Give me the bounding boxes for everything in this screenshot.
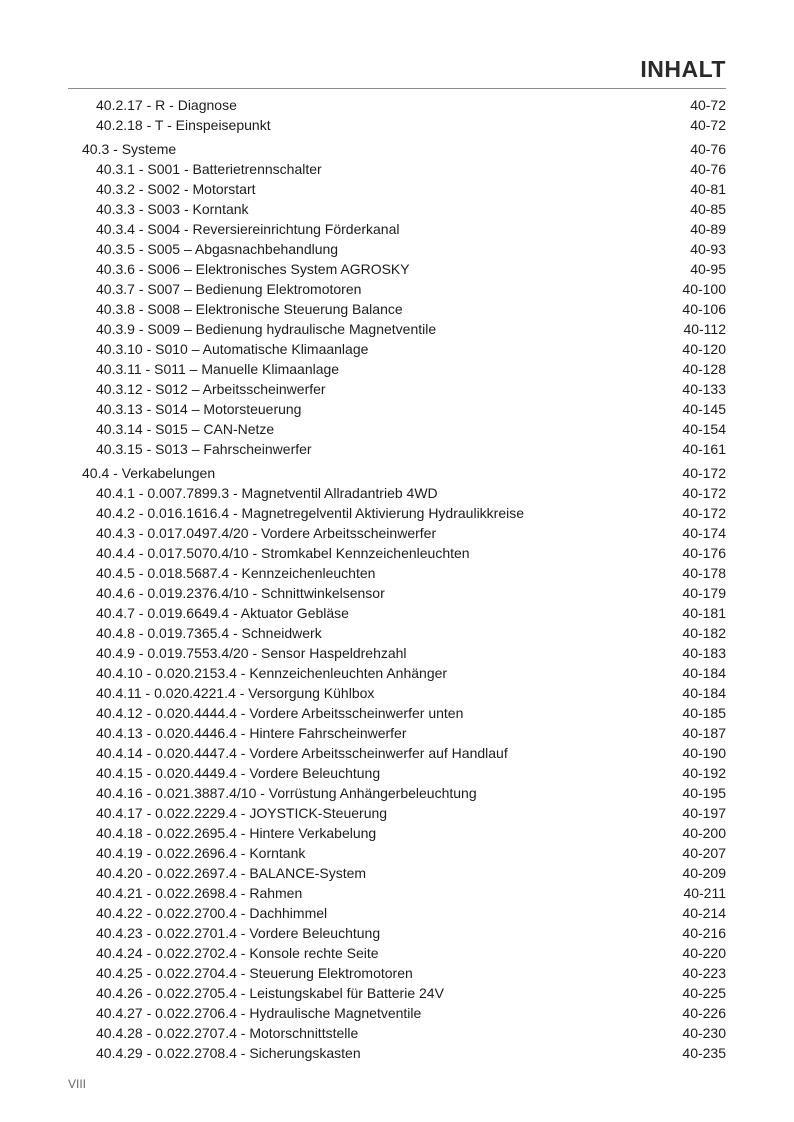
- toc-entry[interactable]: [82, 863, 726, 883]
- toc-entry[interactable]: [82, 543, 726, 563]
- toc-entry[interactable]: [82, 563, 726, 583]
- toc-entry-page: 40-100: [682, 281, 726, 297]
- toc-entry-page: 40-200: [682, 825, 726, 841]
- toc-entry[interactable]: [82, 503, 726, 523]
- toc-entry-page: 40-226: [682, 1005, 726, 1021]
- toc-entry-page: 40-223: [682, 965, 726, 981]
- toc-entry-label: 40.4.4 - 0.017.5070.4/10 - Stromkabel Kennzeichenleuchten: [96, 545, 470, 561]
- toc-entry-label: 40.4.15 - 0.020.4449.4 - Vordere Beleuchtung: [96, 765, 381, 781]
- toc-entry[interactable]: [82, 743, 726, 763]
- toc-entry-page: 40-176: [682, 545, 726, 561]
- toc-entry-label: 40.4.6 - 0.019.2376.4/10 - Schnittwinkelsensor: [96, 585, 385, 601]
- toc-entry[interactable]: [82, 523, 726, 543]
- toc-entry-page: 40-128: [682, 361, 726, 377]
- toc-section-entry[interactable]: [82, 139, 726, 159]
- toc-entry[interactable]: [82, 399, 726, 419]
- toc-entry-page: 40-220: [682, 945, 726, 961]
- toc-entry-label: 40.4.5 - 0.018.5687.4 - Kennzeichenleuchten: [96, 565, 376, 581]
- toc-entry-page: 40-183: [682, 645, 726, 661]
- toc-entry-label: 40.3.2 - S002 - Motorstart: [96, 181, 256, 197]
- toc-entry-page: 40-145: [682, 401, 726, 417]
- toc-section-entry[interactable]: [82, 463, 726, 483]
- toc-entry-label: 40.4.24 - 0.022.2702.4 - Konsole rechte Seite: [96, 945, 379, 961]
- table-of-contents: [82, 95, 726, 1063]
- toc-entry-page: 40-106: [682, 301, 726, 317]
- toc-entry-label: 40.3.1 - S001 - Batterietrennschalter: [96, 161, 322, 177]
- toc-entry-page: 40-81: [690, 181, 726, 197]
- toc-entry-label: 40.4.23 - 0.022.2701.4 - Vordere Beleuchtung: [96, 925, 381, 941]
- toc-entry[interactable]: [82, 603, 726, 623]
- toc-entry[interactable]: [82, 439, 726, 459]
- toc-entry-page: 40-72: [690, 117, 726, 133]
- toc-entry-page: 40-190: [682, 745, 726, 761]
- toc-entry[interactable]: [82, 159, 726, 179]
- toc-entry-page: 40-95: [690, 261, 726, 277]
- toc-entry-label: 40.4.11 - 0.020.4221.4 - Versorgung Kühlbox: [96, 685, 375, 701]
- toc-entry-label: 40.3.15 - S013 – Fahrscheinwerfer: [96, 441, 312, 457]
- toc-entry-label: 40.4.14 - 0.020.4447.4 - Vordere Arbeitsscheinwerfer auf Handlauf: [96, 745, 508, 761]
- toc-entry-page: 40-76: [690, 141, 726, 157]
- toc-entry[interactable]: [82, 239, 726, 259]
- toc-entry[interactable]: [82, 943, 726, 963]
- toc-entry[interactable]: [82, 179, 726, 199]
- toc-entry[interactable]: [82, 623, 726, 643]
- toc-entry-page: 40-120: [682, 341, 726, 357]
- toc-entry-label: 40.4.13 - 0.020.4446.4 - Hintere Fahrscheinwerfer: [96, 725, 407, 741]
- toc-entry[interactable]: [82, 963, 726, 983]
- toc-entry-page: 40-192: [682, 765, 726, 781]
- toc-entry[interactable]: [82, 1023, 726, 1043]
- toc-entry[interactable]: [82, 1003, 726, 1023]
- toc-entry-page: 40-85: [690, 201, 726, 217]
- toc-entry-label: 40.4.8 - 0.019.7365.4 - Schneidwerk: [96, 625, 322, 641]
- toc-entry-label: 40.4.19 - 0.022.2696.4 - Korntank: [96, 845, 306, 861]
- toc-entry-page: 40-89: [690, 221, 726, 237]
- toc-entry[interactable]: [82, 803, 726, 823]
- toc-entry-label: 40.4.20 - 0.022.2697.4 - BALANCE-System: [96, 865, 367, 881]
- toc-entry-label: 40.2.17 - R - Diagnose: [96, 97, 237, 113]
- toc-entry-page: 40-181: [682, 605, 726, 621]
- toc-entry-page: 40-93: [690, 241, 726, 257]
- toc-entry[interactable]: [82, 583, 726, 603]
- toc-entry-page: 40-211: [683, 885, 726, 901]
- toc-entry-label: 40.3.8 - S008 – Elektronische Steuerung Balance: [96, 301, 403, 317]
- page-title: INHALT: [640, 56, 726, 82]
- toc-entry-page: 40-225: [682, 985, 726, 1001]
- toc-entry-label: 40.3.3 - S003 - Korntank: [96, 201, 249, 217]
- toc-entry-label: 40.4.17 - 0.022.2229.4 - JOYSTICK-Steuerung: [96, 805, 388, 821]
- toc-entry-label: 40.4.21 - 0.022.2698.4 - Rahmen: [96, 885, 303, 901]
- toc-entry[interactable]: [82, 783, 726, 803]
- toc-entry-page: 40-178: [682, 565, 726, 581]
- toc-entry-page: 40-184: [682, 685, 726, 701]
- toc-entry[interactable]: [82, 359, 726, 379]
- toc-entry[interactable]: [82, 339, 726, 359]
- toc-entry[interactable]: [82, 1043, 726, 1063]
- toc-entry[interactable]: [82, 419, 726, 439]
- toc-entry-label: 40.4.22 - 0.022.2700.4 - Dachhimmel: [96, 905, 328, 921]
- toc-entry-page: 40-179: [682, 585, 726, 601]
- toc-entry-label: 40.3.6 - S006 – Elektronisches System AGROSKY: [96, 261, 410, 277]
- toc-entry-page: 40-172: [682, 485, 726, 501]
- toc-entry-label: 40.4.10 - 0.020.2153.4 - Kennzeichenleuchten Anhänger: [96, 665, 448, 681]
- toc-entry-label: 40.4.28 - 0.022.2707.4 - Motorschnittstelle: [96, 1025, 359, 1041]
- toc-entry[interactable]: [82, 199, 726, 219]
- toc-entry-label: 40.3.9 - S009 – Bedienung hydraulische Magnetventile: [96, 321, 437, 337]
- toc-entry[interactable]: [82, 703, 726, 723]
- toc-entry[interactable]: [82, 219, 726, 239]
- toc-entry-label: 40.4.16 - 0.021.3887.4/10 - Vorrüstung Anhängerbeleuchtung: [96, 785, 477, 801]
- toc-entry[interactable]: [82, 643, 726, 663]
- toc-entry-label: 40.3.7 - S007 – Bedienung Elektromotoren: [96, 281, 362, 297]
- toc-entry[interactable]: [82, 279, 726, 299]
- toc-entry[interactable]: [82, 259, 726, 279]
- toc-entry-page: 40-235: [682, 1045, 726, 1061]
- toc-entry[interactable]: [82, 883, 726, 903]
- toc-entry-page: 40-182: [682, 625, 726, 641]
- toc-entry-label: 40.4.26 - 0.022.2705.4 - Leistungskabel für Batterie 24V: [96, 985, 444, 1001]
- toc-entry-label: 40.4.2 - 0.016.1616.4 - Magnetregelventil Aktivierung Hydraulikkreise: [96, 505, 525, 521]
- toc-entry-label: 40.3.10 - S010 – Automatische Klimaanlage: [96, 341, 369, 357]
- toc-entry-page: 40-133: [682, 381, 726, 397]
- toc-entry-label: 40.3.13 - S014 – Motorsteuerung: [96, 401, 302, 417]
- toc-entry[interactable]: [82, 843, 726, 863]
- toc-entry-label: 40.3.4 - S004 - Reversiereinrichtung Förderkanal: [96, 221, 400, 237]
- toc-entry-label: 40.3.5 - S005 – Abgasnachbehandlung: [96, 241, 339, 257]
- toc-entry-page: 40-216: [682, 925, 726, 941]
- page-number: VIII: [68, 1077, 87, 1091]
- toc-entry-label: 40.4.1 - 0.007.7899.3 - Magnetventil Allradantrieb 4WD: [96, 485, 438, 501]
- toc-entry[interactable]: [82, 683, 726, 703]
- toc-entry-page: 40-214: [682, 905, 726, 921]
- toc-entry[interactable]: [82, 903, 726, 923]
- toc-entry-label: 40.4.18 - 0.022.2695.4 - Hintere Verkabelung: [96, 825, 377, 841]
- toc-entry-page: 40-185: [682, 705, 726, 721]
- toc-entry-label: 40.4.3 - 0.017.0497.4/20 - Vordere Arbeitsscheinwerfer: [96, 525, 437, 541]
- header-divider: [68, 88, 726, 89]
- toc-entry-label: 40.3.12 - S012 – Arbeitsscheinwerfer: [96, 381, 326, 397]
- toc-entry-page: 40-72: [690, 97, 726, 113]
- toc-entry-page: 40-207: [682, 845, 726, 861]
- toc-entry-page: 40-184: [682, 665, 726, 681]
- toc-entry[interactable]: [82, 923, 726, 943]
- toc-entry-label: 40.4.9 - 0.019.7553.4/20 - Sensor Haspeldrehzahl: [96, 645, 407, 661]
- toc-entry-page: 40-112: [683, 321, 726, 337]
- toc-entry-page: 40-230: [682, 1025, 726, 1041]
- toc-entry[interactable]: [82, 983, 726, 1003]
- toc-entry[interactable]: [82, 763, 726, 783]
- toc-entry-page: 40-174: [682, 525, 726, 541]
- toc-entry[interactable]: [82, 723, 726, 743]
- toc-entry-page: 40-172: [682, 465, 726, 481]
- toc-entry-label: 40.4.12 - 0.020.4444.4 - Vordere Arbeitsscheinwerfer unten: [96, 705, 464, 721]
- toc-entry-page: 40-161: [682, 441, 726, 457]
- toc-entry-label: 40.3.11 - S011 – Manuelle Klimaanlage: [96, 361, 340, 377]
- toc-entry-label: 40.2.18 - T - Einspeisepunkt: [96, 117, 271, 133]
- toc-entry[interactable]: [82, 95, 726, 115]
- toc-entry-page: 40-197: [682, 805, 726, 821]
- toc-entry-label: 40.3 - Systeme: [82, 141, 177, 157]
- toc-entry-page: 40-154: [682, 421, 726, 437]
- toc-entry-page: 40-187: [682, 725, 726, 741]
- toc-entry-label: 40.4.29 - 0.022.2708.4 - Sicherungskasten: [96, 1045, 361, 1061]
- toc-entry[interactable]: [82, 115, 726, 135]
- toc-entry[interactable]: [82, 663, 726, 683]
- toc-entry[interactable]: [82, 379, 726, 399]
- toc-entry-label: 40.4 - Verkabelungen: [82, 465, 216, 481]
- toc-entry[interactable]: [82, 319, 726, 339]
- toc-entry-label: 40.4.7 - 0.019.6649.4 - Aktuator Gebläse: [96, 605, 349, 621]
- toc-entry[interactable]: [82, 299, 726, 319]
- toc-entry[interactable]: [82, 823, 726, 843]
- toc-entry-page: 40-172: [682, 505, 726, 521]
- toc-entry-label: 40.4.27 - 0.022.2706.4 - Hydraulische Magnetventile: [96, 1005, 422, 1021]
- toc-entry-page: 40-76: [690, 161, 726, 177]
- toc-entry-label: 40.4.25 - 0.022.2704.4 - Steuerung Elektromotoren: [96, 965, 413, 981]
- toc-entry-page: 40-209: [682, 865, 726, 881]
- toc-entry[interactable]: [82, 483, 726, 503]
- toc-entry-label: 40.3.14 - S015 – CAN-Netze: [96, 421, 275, 437]
- toc-entry-page: 40-195: [682, 785, 726, 801]
